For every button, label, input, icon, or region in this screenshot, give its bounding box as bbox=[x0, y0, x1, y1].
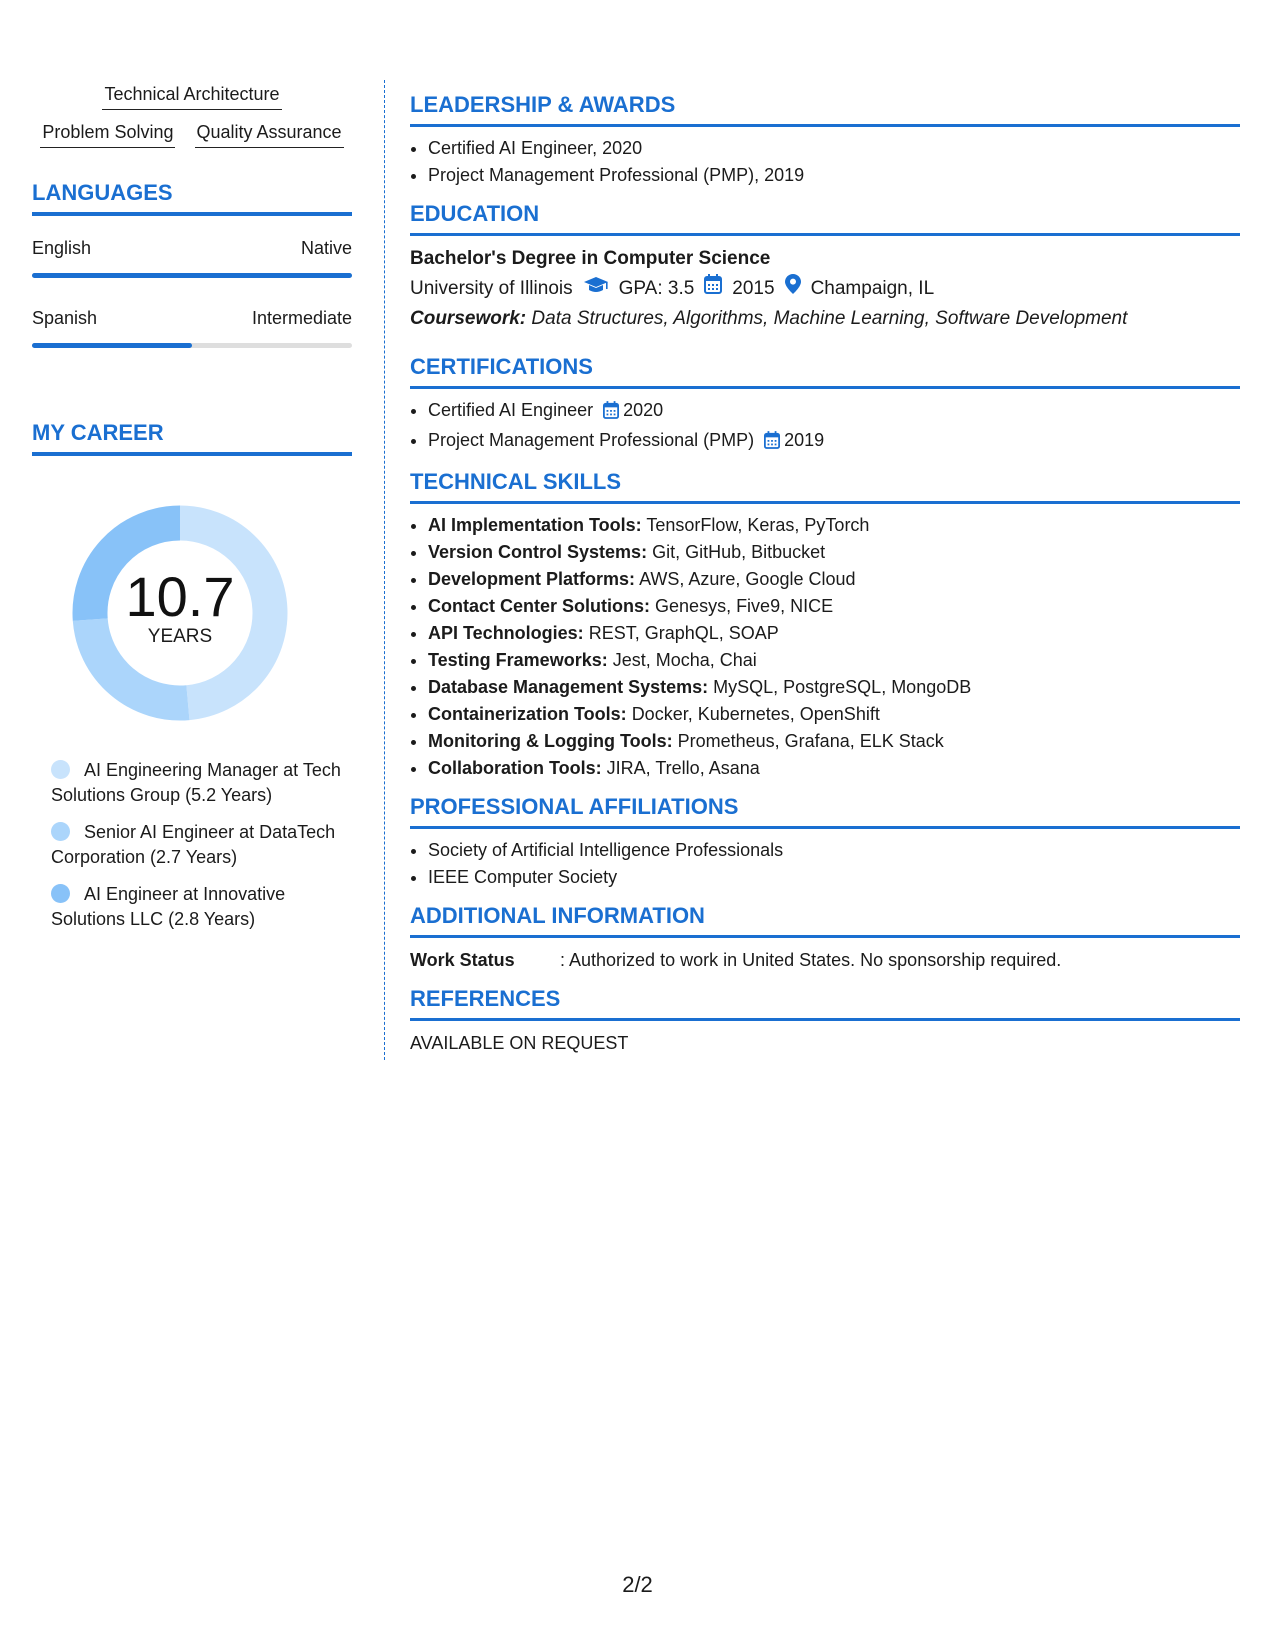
career-item bbox=[51, 820, 341, 870]
skill-value: Docker, Kubernetes, OpenShift bbox=[631, 704, 880, 724]
cert-name: Project Management Professional (PMP) bbox=[428, 430, 755, 450]
skill-label: Contact Center Solutions: bbox=[428, 596, 651, 616]
skill-tag: Technical Architecture bbox=[102, 84, 281, 110]
list-item bbox=[428, 397, 1240, 427]
skill-value: Git, GitHub, Bitbucket bbox=[652, 542, 826, 562]
right-column bbox=[410, 92, 1240, 1069]
list-item bbox=[428, 755, 1240, 782]
list-item bbox=[428, 674, 1240, 701]
cert-name: Certified AI Engineer bbox=[428, 400, 594, 420]
cert-year: 2019 bbox=[784, 430, 825, 450]
certifications-section bbox=[410, 354, 1240, 457]
list-item: • IEEE Computer Society bbox=[428, 864, 1240, 891]
list-item: • Society of Artificial Intelligence Professionals bbox=[428, 837, 1240, 864]
education-year: 2015 bbox=[732, 278, 775, 299]
skill-value: AWS, Azure, Google Cloud bbox=[639, 569, 856, 589]
column-divider bbox=[384, 80, 385, 1060]
language-english bbox=[32, 238, 352, 278]
education-section bbox=[410, 201, 1240, 334]
language-bar-fill bbox=[32, 273, 352, 278]
career-item-text: Senior AI Engineer at DataTech Corporation (2.7 Years) bbox=[51, 822, 336, 867]
skill-value: MySQL, PostgreSQL, MongoDB bbox=[713, 677, 972, 697]
affiliations-title: PROFESSIONAL AFFILIATIONS bbox=[410, 794, 1240, 829]
left-column bbox=[32, 84, 352, 944]
education-location: Champaign, IL bbox=[810, 278, 935, 299]
education-details bbox=[410, 274, 1240, 304]
skill-value: REST, GraphQL, SOAP bbox=[588, 623, 779, 643]
cert-year: 2020 bbox=[623, 400, 664, 420]
skills-row-1 bbox=[32, 84, 352, 110]
skill-label: Development Platforms: bbox=[428, 569, 636, 589]
references-section bbox=[410, 986, 1240, 1057]
technical-skills-section bbox=[410, 469, 1240, 782]
skill-value: JIRA, Trello, Asana bbox=[606, 758, 760, 778]
skill-value: Jest, Mocha, Chai bbox=[612, 650, 757, 670]
education-degree: Bachelor's Degree in Computer Science bbox=[410, 248, 771, 269]
certifications-title: CERTIFICATIONS bbox=[410, 354, 1240, 389]
skill-label: API Technologies: bbox=[428, 623, 584, 643]
career-item-text: AI Engineer at Innovative Solutions LLC (2.8 Years) bbox=[51, 884, 286, 929]
graduation-cap-icon bbox=[583, 274, 609, 304]
technical-skills-list bbox=[410, 512, 1240, 782]
list-item bbox=[428, 647, 1240, 674]
skill-label: Monitoring & Logging Tools: bbox=[428, 731, 673, 751]
career-total-unit: YEARS bbox=[147, 626, 213, 647]
affiliations-section bbox=[410, 794, 1240, 891]
list-item bbox=[428, 701, 1240, 728]
list-item bbox=[428, 427, 1240, 457]
work-status-row bbox=[410, 946, 1240, 974]
language-name: English bbox=[32, 238, 92, 258]
language-name: Spanish bbox=[32, 308, 98, 328]
references-title: REFERENCES bbox=[410, 986, 1240, 1021]
legend-dot bbox=[51, 822, 70, 841]
work-status-value: : Authorized to work in United States. No sponsorship required. bbox=[560, 950, 1062, 970]
language-bar-fill bbox=[32, 343, 192, 348]
skill-label: Collaboration Tools: bbox=[428, 758, 602, 778]
skill-label: AI Implementation Tools: bbox=[428, 515, 642, 535]
skill-tag: Problem Solving bbox=[40, 122, 175, 148]
education-coursework bbox=[410, 304, 1240, 334]
skill-value: TensorFlow, Keras, PyTorch bbox=[646, 515, 870, 535]
career-item bbox=[51, 758, 341, 808]
list-item bbox=[428, 728, 1240, 755]
education-gpa: GPA: 3.5 bbox=[618, 278, 695, 299]
leadership-section bbox=[410, 92, 1240, 189]
language-level: Intermediate bbox=[251, 308, 352, 328]
coursework-text: Data Structures, Algorithms, Machine Learning, Software Development bbox=[531, 308, 1128, 329]
skill-label: Version Control Systems: bbox=[428, 542, 648, 562]
skill-value: Prometheus, Grafana, ELK Stack bbox=[677, 731, 944, 751]
additional-title: ADDITIONAL INFORMATION bbox=[410, 903, 1240, 938]
career-donut-chart bbox=[65, 498, 295, 728]
page-number: 2/2 bbox=[622, 1572, 653, 1597]
technical-skills-title: TECHNICAL SKILLS bbox=[410, 469, 1240, 504]
calendar-icon bbox=[704, 274, 722, 304]
list-item: • Certified AI Engineer, 2020 bbox=[428, 135, 1240, 162]
additional-section bbox=[410, 903, 1240, 974]
career-total bbox=[65, 565, 295, 648]
list-item bbox=[428, 566, 1240, 593]
skills-row-2 bbox=[32, 122, 352, 148]
skill-value: Genesys, Five9, NICE bbox=[655, 596, 834, 616]
career-legend bbox=[32, 758, 341, 932]
education-school: University of Illinois bbox=[410, 278, 573, 299]
list-item bbox=[428, 593, 1240, 620]
coursework-label: Coursework: bbox=[410, 308, 527, 329]
calendar-icon bbox=[603, 400, 619, 427]
list-item: • Project Management Professional (PMP), 2019 bbox=[428, 162, 1240, 189]
list-item bbox=[428, 539, 1240, 566]
languages-title: LANGUAGES bbox=[32, 180, 352, 216]
career-title: MY CAREER bbox=[32, 420, 352, 456]
language-spanish bbox=[32, 308, 352, 348]
list-item bbox=[428, 512, 1240, 539]
list-item bbox=[428, 620, 1240, 647]
skill-label: Containerization Tools: bbox=[428, 704, 627, 724]
education-title: EDUCATION bbox=[410, 201, 1240, 236]
work-status-label: Work Status bbox=[410, 950, 515, 970]
skill-label: Testing Frameworks: bbox=[428, 650, 608, 670]
career-item bbox=[51, 882, 341, 932]
career-total-value: 10.7 bbox=[125, 565, 235, 628]
legend-dot bbox=[51, 884, 70, 903]
references-text: AVAILABLE ON REQUEST bbox=[410, 1033, 629, 1053]
calendar-icon bbox=[764, 430, 780, 457]
leadership-title: LEADERSHIP & AWARDS bbox=[410, 92, 1240, 127]
skill-tag: Quality Assurance bbox=[195, 122, 344, 148]
career-item-text: AI Engineering Manager at Tech Solutions Group (5.2 Years) bbox=[51, 760, 341, 805]
skill-label: Database Management Systems: bbox=[428, 677, 709, 697]
language-level: Native bbox=[300, 238, 352, 258]
language-bar bbox=[32, 343, 352, 348]
language-bar bbox=[32, 273, 352, 278]
map-pin-icon bbox=[785, 274, 801, 304]
legend-dot bbox=[51, 760, 70, 779]
